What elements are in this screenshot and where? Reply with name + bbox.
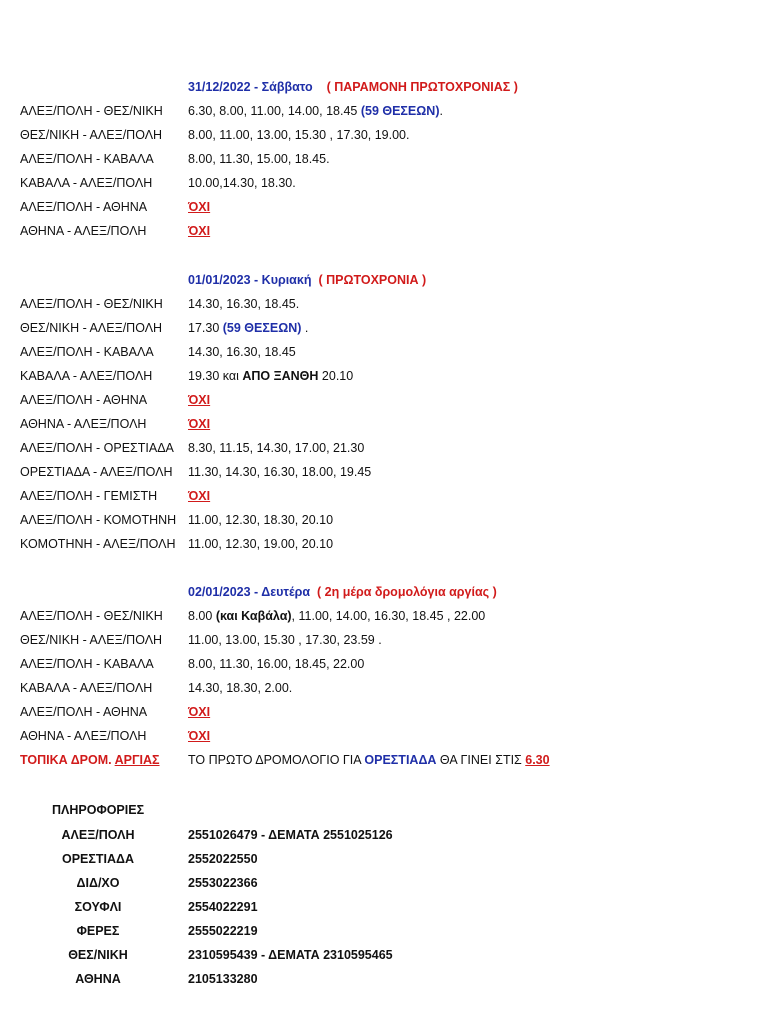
local-routes-row [0,753,760,773]
section-header-2 [188,273,426,287]
info-city: ΑΘΗΝΑ [75,972,121,986]
seats-note: (59 ΘΕΣΕΩΝ) [360,104,440,118]
section-day: Δευτέρα [261,585,311,599]
section-header-3 [188,585,497,599]
route-label: ΘΕΣ/ΝΙΚΗ - ΑΛΕΞ/ΠΟΛΗ [20,128,163,142]
schedule-row [0,104,760,124]
info-phone: 2553022366 [188,876,258,890]
route-times: 10.00,14.30, 18.30. [188,176,296,190]
no-service: ΌΧΙ [188,224,211,238]
info-row [0,924,760,944]
schedule-row [0,729,760,749]
info-phone: 2310595439 - ΔΕΜΑΤΑ 2310595465 [188,948,393,962]
route-label: ΚΑΒΑΛΑ - ΑΛΕΞ/ΠΟΛΗ [20,369,153,383]
route-times: 19.30 και ΑΠΟ ΞΑΝΘΗ 20.10 [188,369,354,383]
info-title: ΠΛΗΡΟΦΟΡΙΕΣ [52,803,145,817]
route-times: 8.30, 11.15, 14.30, 17.00, 21.30 [188,441,365,455]
no-service: ΌΧΙ [188,489,211,503]
schedule-row [0,633,760,653]
route-label: ΑΛΕΞ/ΠΟΛΗ - ΓΕΜΙΣΤΗ [20,489,158,503]
info-row [0,972,760,992]
route-times: 8.00, 11.30, 16.00, 18.45, 22.00 [188,657,365,671]
info-phone: 2105133280 [188,972,258,986]
route-label: ΑΘΗΝΑ - ΑΛΕΞ/ΠΟΛΗ [20,729,147,743]
info-row [0,876,760,896]
info-city: ΣΟΥΦΛΙ [74,900,122,914]
route-label: ΘΕΣ/ΝΙΚΗ - ΑΛΕΞ/ΠΟΛΗ [20,321,163,335]
info-phone: 2555022219 [188,924,258,938]
no-service: ΌΧΙ [188,417,211,431]
schedule-row [0,513,760,533]
info-city: ΑΛΕΞ/ΠΟΛΗ [61,828,135,842]
route-label: ΑΛΕΞ/ΠΟΛΗ - ΑΘΗΝΑ [20,705,148,719]
route-label: ΑΛΕΞ/ΠΟΛΗ - ΚΑΒΑΛΑ [20,345,154,359]
schedule-row [0,417,760,437]
route-times: 11.00, 12.30, 19.00, 20.10 [188,537,334,551]
route-times: 11.00, 12.30, 18.30, 20.10 [188,513,334,527]
route-times: 17.30 (59 ΘΕΣΕΩΝ) . [188,321,309,335]
schedule-row [0,152,760,172]
route-label: ΑΛΕΞ/ΠΟΛΗ - ΑΘΗΝΑ [20,393,148,407]
schedule-row [0,200,760,220]
route-times: 14.30, 18.30, 2.00. [188,681,293,695]
route-times: 8.00, 11.30, 15.00, 18.45. [188,152,330,166]
route-label: ΚΟΜΟΤΗΝΗ - ΑΛΕΞ/ΠΟΛΗ [20,537,176,551]
route-label: ΑΛΕΞ/ΠΟΛΗ - ΑΘΗΝΑ [20,200,148,214]
schedule-row [0,465,760,485]
section-note: ( ΠΡΩΤΟΧΡΟΝΙΑ ) [318,273,427,287]
schedule-row [0,489,760,509]
seats-note: (59 ΘΕΣΕΩΝ) [222,321,302,335]
local-routes-text: ΤΟ ΠΡΩΤΟ ΔΡΟΜΟΛΟΓΙΟ ΓΙΑ ΟΡΕΣΤΙΑΔΑ ΘΑ ΓΙΝΕΙ ΣΤΙΣ 6.30 [188,753,550,767]
section-date: 02/01/2023 [188,585,251,599]
route-label: ΑΛΕΞ/ΠΟΛΗ - ΘΕΣ/ΝΙΚΗ [20,609,163,623]
info-row [0,828,760,848]
schedule-row [0,705,760,725]
section-sep: - [250,80,262,94]
info-city: ΘΕΣ/ΝΙΚΗ [68,948,128,962]
route-label: ΑΛΕΞ/ΠΟΛΗ - ΟΡΕΣΤΙΑΔΑ [20,441,174,455]
local-city: ΟΡΕΣΤΙΑΔΑ [364,753,437,767]
no-service: ΌΧΙ [188,729,211,743]
no-service: ΌΧΙ [188,705,211,719]
section-sep: - [250,585,262,599]
section-header-1 [188,80,518,94]
route-label: ΑΛΕΞ/ΠΟΛΗ - ΚΑΒΑΛΑ [20,657,154,671]
schedule-row [0,128,760,148]
no-service: ΌΧΙ [188,200,211,214]
route-label: ΚΑΒΑΛΑ - ΑΛΕΞ/ΠΟΛΗ [20,176,153,190]
info-city: ΟΡΕΣΤΙΑΔΑ [61,852,135,866]
section-note: ( ΠΑΡΑΜΟΝΗ ΠΡΩΤΟΧΡΟΝΙΑΣ ) [326,80,518,94]
route-label: ΑΛΕΞ/ΠΟΛΗ - ΘΕΣ/ΝΙΚΗ [20,297,163,311]
section-day: Σάββατο [261,80,313,94]
schedule-row [0,441,760,461]
with-kavala: (και Καβάλα) [215,609,292,623]
route-label: ΑΘΗΝΑ - ΑΛΕΞ/ΠΟΛΗ [20,224,147,238]
info-phone: 2551026479 - ΔΕΜΑΤΑ 2551025126 [188,828,393,842]
schedule-row [0,369,760,389]
route-label: ΑΘΗΝΑ - ΑΛΕΞ/ΠΟΛΗ [20,417,147,431]
info-city: ΔΙΔ/ΧΟ [76,876,120,890]
local-routes-label: ΤΟΠΙΚΑ ΔΡΟΜ. ΑΡΓΙΑΣ [20,753,160,767]
schedule-row [0,657,760,677]
section-note: ( 2η μέρα δρομολόγια αργίας ) [317,585,497,599]
section-date: 31/12/2022 [188,80,251,94]
schedule-row [0,176,760,196]
info-row [0,900,760,920]
route-label: ΚΑΒΑΛΑ - ΑΛΕΞ/ΠΟΛΗ [20,681,153,695]
schedule-row [0,297,760,317]
local-time: 6.30 [525,753,550,767]
info-phone: 2554022291 [188,900,258,914]
from-xanthi: ΑΠΟ ΞΑΝΘΗ [242,369,319,383]
schedule-row [0,681,760,701]
info-city: ΦΕΡΕΣ [76,924,120,938]
schedule-row [0,321,760,341]
schedule-row [0,345,760,365]
info-row [0,852,760,872]
route-label: ΟΡΕΣΤΙΑΔΑ - ΑΛΕΞ/ΠΟΛΗ [20,465,173,479]
section-date: 01/01/2023 [188,273,251,287]
no-service: ΌΧΙ [188,393,211,407]
route-times: 8.00, 11.00, 13.00, 15.30 , 17.30, 19.00. [188,128,410,142]
section-day: Κυριακή [261,273,312,287]
route-times: 11.00, 13.00, 15.30 , 17.30, 23.59 . [188,633,382,647]
route-label: ΑΛΕΞ/ΠΟΛΗ - ΚΑΒΑΛΑ [20,152,154,166]
info-phone: 2552022550 [188,852,258,866]
route-label: ΑΛΕΞ/ΠΟΛΗ - ΘΕΣ/ΝΙΚΗ [20,104,163,118]
schedule-row [0,224,760,244]
route-label: ΘΕΣ/ΝΙΚΗ - ΑΛΕΞ/ΠΟΛΗ [20,633,163,647]
route-times: 11.30, 14.30, 16.30, 18.00, 19.45 [188,465,372,479]
schedule-row [0,537,760,557]
section-sep: - [250,273,262,287]
route-times: 14.30, 16.30, 18.45 [188,345,296,359]
route-times: 8.00 (και Καβάλα), 11.00, 14.00, 16.30, 18.45 , 22.00 [188,609,486,623]
route-label: ΑΛΕΞ/ΠΟΛΗ - ΚΟΜΟΤΗΝΗ [20,513,177,527]
route-times: 6.30, 8.00, 11.00, 14.00, 18.45 (59 ΘΕΣΕΩΝ). [188,104,443,118]
schedule-row [0,393,760,413]
schedule-row [0,609,760,629]
info-row [0,948,760,968]
route-times: 14.30, 16.30, 18.45. [188,297,300,311]
